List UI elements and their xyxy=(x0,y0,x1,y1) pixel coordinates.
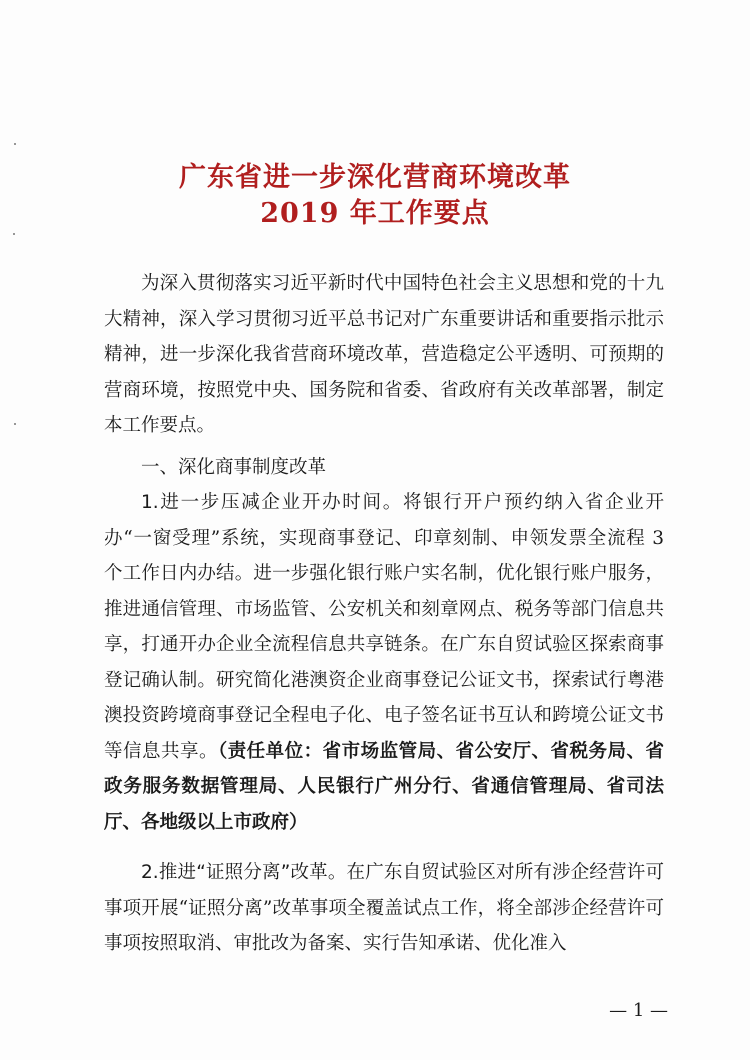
scan-speck xyxy=(14,143,16,145)
page-number: — 1 — xyxy=(609,1000,668,1021)
document-title-line1: 广东省进一步深化营商环境改革 xyxy=(179,162,571,193)
item-1-paragraph xyxy=(104,485,664,840)
item-1-responsibility: （责任单位：省市场监管局、省公安厅、省税务局、省政务服务数据管理局、人民银行广州分行、省通信管理局、省司法厅、各地级以上市政府） xyxy=(104,740,664,833)
item-1-lead: 1.进一步压减企业开办时间。 xyxy=(141,492,403,513)
intro-paragraph: 为深入贯彻落实习近平新时代中国特色社会主义思想和党的十九大精神，深入学习贯彻习近平总书记对广东重要讲话和重要指示批示精神，进一步深化我省营商环境改革，营造稳定公平透明、可预期的营商环境，按照党中央、国务院和省委、省政府有关改革部署，制定本工作要点。 xyxy=(104,273,664,436)
section-heading: 一、深化商事制度改革 xyxy=(141,457,327,478)
scan-speck xyxy=(14,423,16,425)
scan-speck xyxy=(13,233,15,235)
item-2-body: 在广东自贸试验区对所有涉企经营许可事项开展“证照分离”改革事项全覆盖试点工作，将全部涉企经营许可事项按照取消、审批改为备案、实行告知承诺、优化准入 xyxy=(104,862,664,954)
item-1-body: 将银行开户预约纳入省企业开办“一窗受理”系统，实现商事登记、印章刻制、申领发票全流程 3 个工作日内办结。进一步强化银行账户实名制，优化银行账户服务，推进通信管理、市场监管、公安机关和刻章网点、税务等部门信息共享，打通开办企业全流程信息共享链条。在广东自贸试验区探索商事登记确认制。研究简化港澳资企业商事登记公证文书，探索试行粤港澳投资跨境商事登记全程电子化、电子签名证书互认和跨境公证文书等信息共享。 xyxy=(104,492,664,762)
item-2-lead: 2.推进“证照分离”改革。 xyxy=(141,862,347,883)
item-2-paragraph xyxy=(104,855,664,962)
document-title-line2: 2019 年工作要点 xyxy=(260,198,490,229)
